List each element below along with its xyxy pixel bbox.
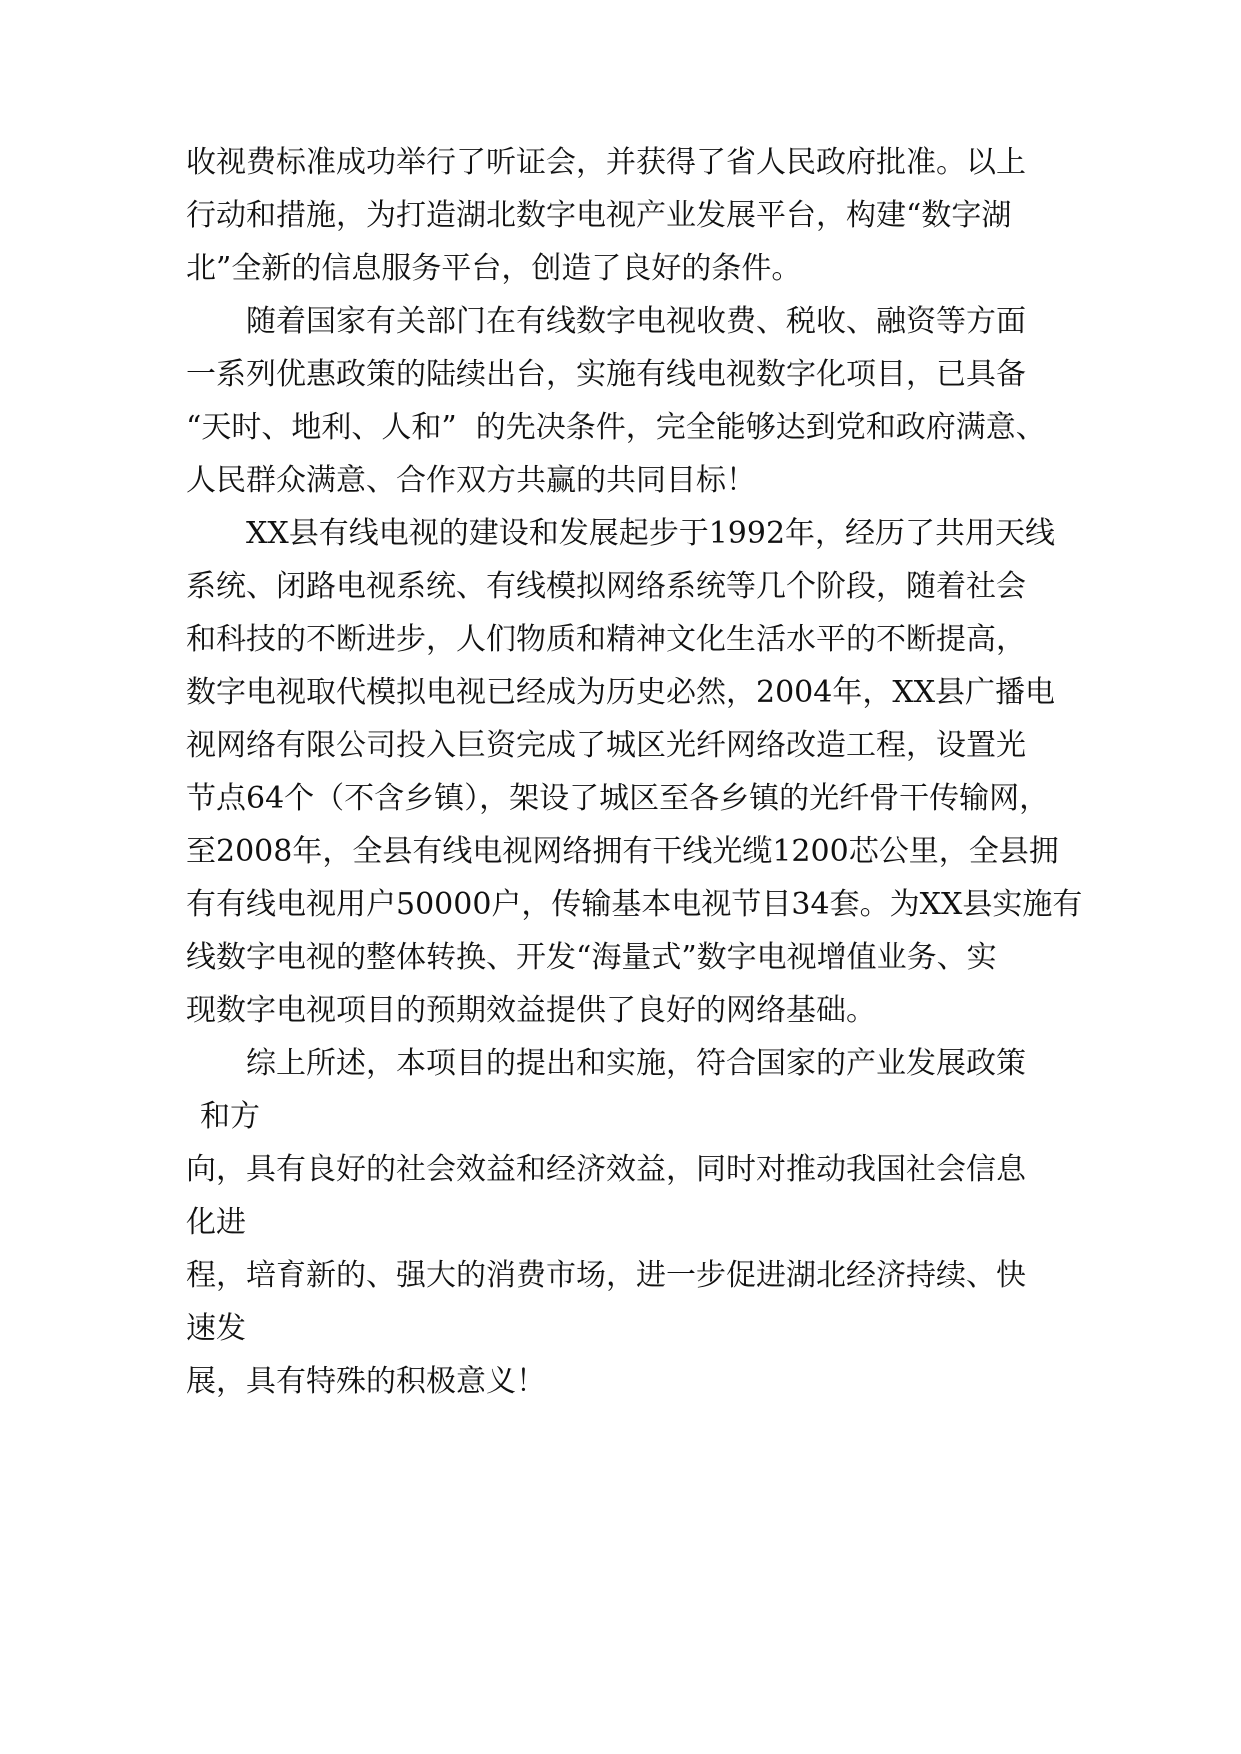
- text-line: 现数字电视项目的预期效益提供了良好的网络基础。: [186, 993, 876, 1028]
- text-line: 程，培育新的、强大的消费市场，进一步促进湖北经济持续、快: [186, 1258, 1026, 1293]
- text-line: 化进: [186, 1205, 246, 1240]
- document-body: [186, 136, 1083, 1408]
- text-line: 视网络有限公司投入巨资完成了城区光纤网络改造工程，设置光: [186, 728, 1026, 763]
- text-line: 有有线电视用户50000户，传输基本电视节目34套。为XX县实施有: [186, 887, 1083, 922]
- text-line: 数字电视取代模拟电视已经成为历史必然，2004年，XX县广播电: [186, 675, 1056, 710]
- text-line: 系统、闭路电视系统、有线模拟网络系统等几个阶段，随着社会: [186, 569, 1026, 604]
- text-line: 展，具有特殊的积极意义！: [186, 1364, 546, 1399]
- text-line: 节点64个（不含乡镇），架设了城区至各乡镇的光纤骨干传输网，: [186, 781, 1050, 816]
- text-line: 收视费标准成功举行了听证会，并获得了省人民政府批准。以上: [186, 145, 1026, 180]
- text-line: 综上所述，本项目的提出和实施，符合国家的产业发展政策: [246, 1046, 1026, 1081]
- text-line: 线数字电视的整体转换、开发“海量式”数字电视增值业务、实: [186, 940, 997, 975]
- text-line: 北”全新的信息服务平台，创造了良好的条件。: [186, 251, 802, 286]
- text-line: 向，具有良好的社会效益和经济效益，同时对推动我国社会信息: [186, 1152, 1026, 1187]
- text-line: 行动和措施，为打造湖北数字电视产业发展平台，构建“数字湖: [186, 198, 1012, 233]
- text-line: 和方: [200, 1099, 260, 1134]
- text-line: 和科技的不断进步，人们物质和精神文化生活水平的不断提高，: [186, 622, 1026, 657]
- text-line: 至2008年，全县有线电视网络拥有干线光缆1200芯公里，全县拥: [186, 834, 1059, 869]
- text-line: “天时、地利、人和” 的先决条件，完全能够达到党和政府满意、: [186, 410, 1046, 445]
- text-line: 一系列优惠政策的陆续出台，实施有线电视数字化项目，已具备: [186, 357, 1026, 392]
- text-line: 随着国家有关部门在有线数字电视收费、税收、融资等方面: [246, 304, 1026, 339]
- text-line: 人民群众满意、合作双方共赢的共同目标！: [186, 463, 756, 498]
- text-line: 速发: [186, 1311, 246, 1346]
- text-line: XX县有线电视的建设和发展起步于1992年，经历了共用天线: [246, 516, 1056, 551]
